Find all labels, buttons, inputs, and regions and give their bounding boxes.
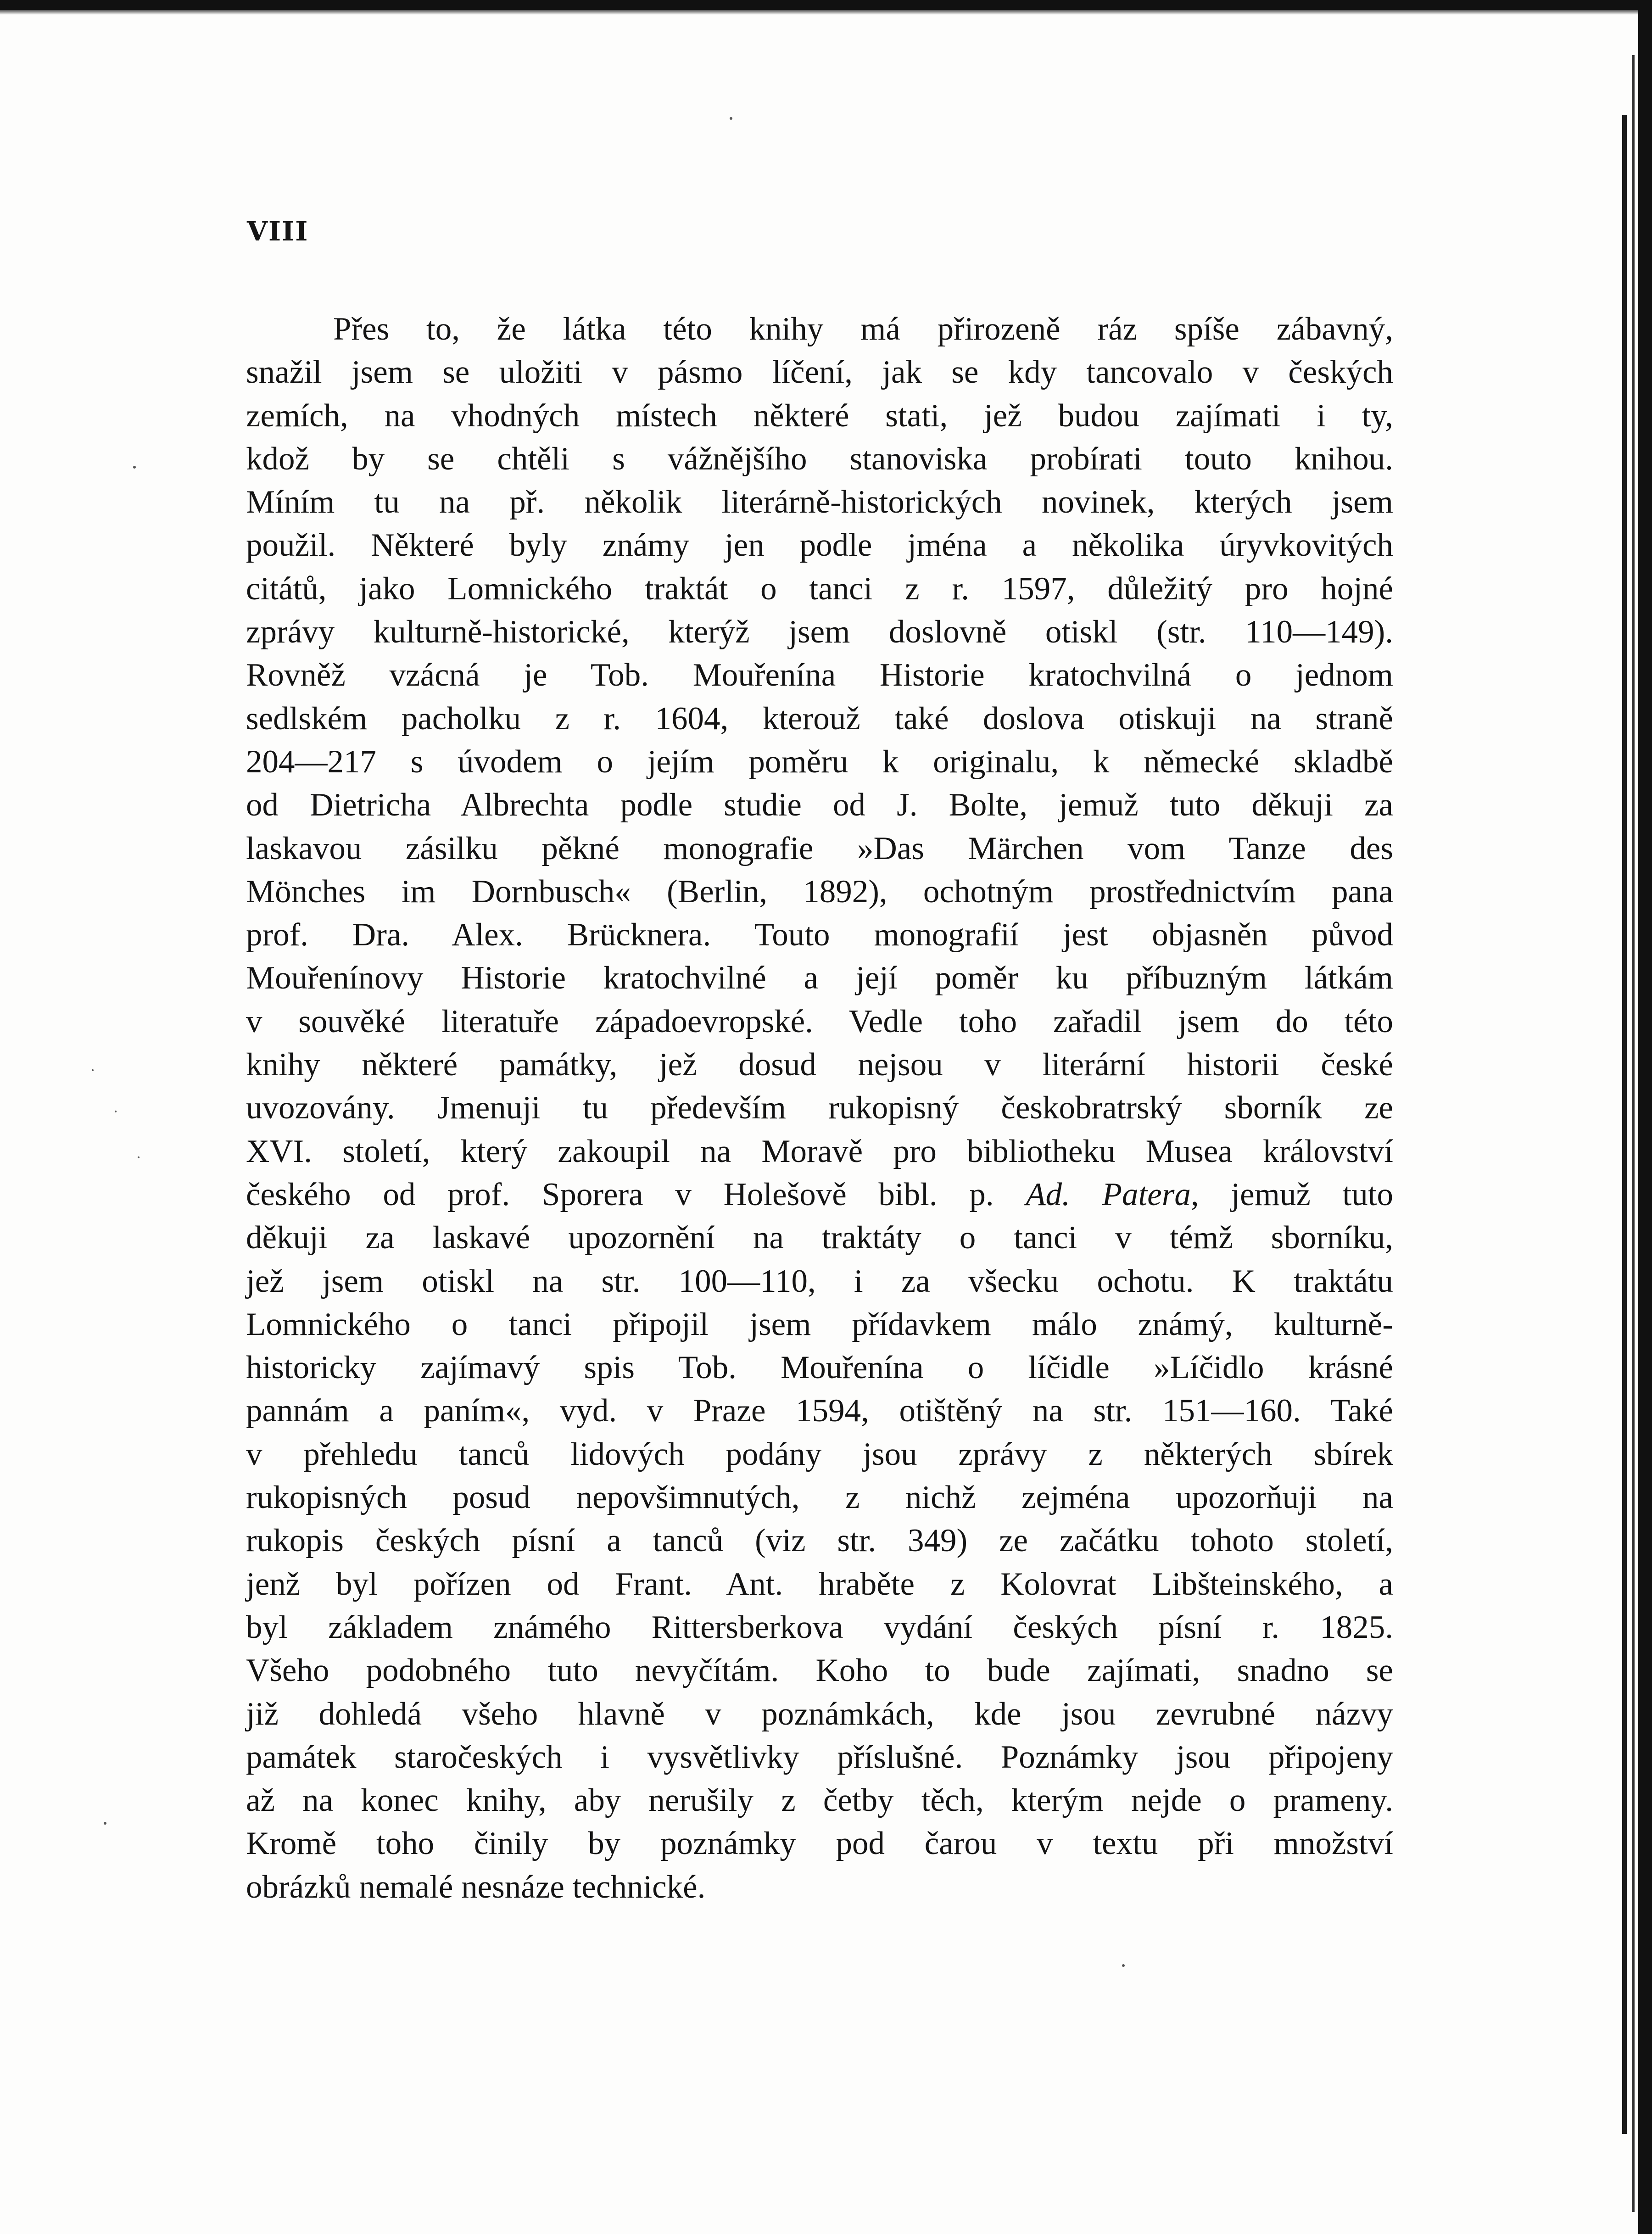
text-line: rukopisných posud nepovšimnutých, z nichž zejména upozorňuji na bbox=[246, 1480, 1393, 1516]
text-line: použil. Některé byly známy jen podle jména a několika úryvkovitých bbox=[246, 527, 1393, 564]
text-line: prof. Dra. Alex. Brücknera. Touto monografií jest objasněn původ bbox=[246, 917, 1393, 953]
text-line: Mouřenínovy Historie kratochvilné a její poměr ku příbuzným látkám bbox=[246, 960, 1393, 996]
page-number: VIII bbox=[247, 216, 309, 247]
text-line: byl základem známého Rittersberkova vydání českých písní r. 1825. bbox=[246, 1609, 1393, 1645]
text-line: až na konec knihy, aby nerušily z četby těch, kterým nejde o prameny. bbox=[246, 1782, 1393, 1819]
text-line: v přehledu tanců lidových podány jsou zprávy z některých sbírek bbox=[246, 1436, 1393, 1472]
text-line: knihy některé památky, jež dosud nejsou v literární historii české bbox=[246, 1047, 1393, 1083]
scan-right-line-outer bbox=[1632, 55, 1635, 2212]
text-line: památek staročeských i vysvětlivky příslušné. Poznámky jsou připojeny bbox=[246, 1739, 1393, 1775]
text-line: již dohledá všeho hlavně v poznámkách, kde jsou zevrubné názvy bbox=[246, 1696, 1393, 1732]
body-paragraph bbox=[246, 307, 1393, 1909]
text-line: pannám a paním«, vyd. v Praze 1594, otištěný na str. 151—160. Také bbox=[246, 1393, 1393, 1429]
text-line: zemích, na vhodných místech některé stati, jež budou zajímati i ty, bbox=[246, 397, 1393, 434]
text-line: Míním tu na př. několik literárně-historických novinek, kterých jsem bbox=[246, 484, 1393, 520]
text-line: kdož by se chtěli s vážnějšího stanoviska probírati touto knihou. bbox=[246, 441, 1393, 477]
text-line: v souvěké literatuře západoevropské. Vedle toho zařadil jsem do této bbox=[246, 1003, 1393, 1039]
text-line: Rovněž vzácná je Tob. Mouřenína Historie kratochvilná o jednom bbox=[246, 657, 1393, 693]
text-line: Kromě toho činily by poznámky pod čarou v textu při množství bbox=[246, 1826, 1393, 1862]
text-line: uvozovány. Jmenuji tu především rukopisný českobratrský sborník ze bbox=[246, 1090, 1393, 1126]
text-line: 204—217 s úvodem o jejím poměru k originalu, k německé skladbě bbox=[246, 743, 1393, 780]
text-line: Všeho podobného tuto nevyčítám. Koho to bude zajímati, snadno se bbox=[246, 1653, 1393, 1689]
text-line: děkuji za laskavé upozornění na traktáty o tanci v témž sborníku, bbox=[246, 1220, 1393, 1256]
scan-speck bbox=[730, 117, 732, 120]
text-line: jež jsem otiskl na str. 100—110, i za všecku ochotu. K traktátu bbox=[246, 1263, 1393, 1299]
text-line: historicky zajímavý spis Tob. Mouřenína o líčidle »Líčidlo krásné bbox=[246, 1350, 1393, 1386]
italic-name: Ad. Patera, bbox=[1026, 1176, 1199, 1212]
scan-speck bbox=[1122, 1964, 1125, 1967]
scan-top-border bbox=[0, 0, 1652, 10]
text-line: zprávy kulturně-historické, kterýž jsem doslovně otiskl (str. 110—149). bbox=[246, 614, 1393, 650]
text-line: od Dietricha Albrechta podle studie od J. Bolte, jemuž tuto děkuji za bbox=[246, 787, 1393, 823]
text-line: snažil jsem se uložiti v pásmo líčení, jak se kdy tancovalo v českých bbox=[246, 354, 1393, 391]
scan-right-border bbox=[1638, 0, 1652, 2234]
scan-speck bbox=[104, 1822, 106, 1825]
text-line: Lomnického o tanci připojil jsem přídavkem málo známý, kulturně- bbox=[246, 1306, 1393, 1342]
scan-speck bbox=[92, 1069, 94, 1071]
text-line: laskavou zásilku pěkné monografie »Das Märchen vom Tanze des bbox=[246, 830, 1393, 866]
text-line: sedlském pacholku z r. 1604, kterouž také doslova otiskuji na straně bbox=[246, 700, 1393, 737]
text-line: obrázků nemalé nesnáze technické. bbox=[246, 1869, 706, 1905]
text-line: rukopis českých písní a tanců (viz str. 349) ze začátku tohoto století, bbox=[246, 1523, 1393, 1559]
scan-speck bbox=[138, 1156, 140, 1158]
scan-top-shadow bbox=[0, 10, 1652, 15]
text-line: XVI. století, který zakoupil na Moravě pro bibliotheku Musea království bbox=[246, 1133, 1393, 1169]
scan-speck bbox=[115, 1111, 117, 1112]
scan-speck bbox=[133, 466, 136, 469]
text-line: Přes to, že látka této knihy má přirozeně ráz spíše zábavný, bbox=[333, 311, 1393, 347]
text-line: českého od prof. Sporera v Holešově bibl. p. Ad. Patera, jemuž tuto bbox=[246, 1176, 1393, 1212]
text-line: Mönches im Dornbusch« (Berlin, 1892), ochotným prostřednictvím pana bbox=[246, 873, 1393, 910]
scan-right-line bbox=[1622, 115, 1627, 2134]
text-line: citátů, jako Lomnického traktát o tanci z r. 1597, důležitý pro hojné bbox=[246, 570, 1393, 607]
text-line: jenž byl pořízen od Frant. Ant. hraběte z Kolovrat Libšteinského, a bbox=[246, 1566, 1393, 1602]
